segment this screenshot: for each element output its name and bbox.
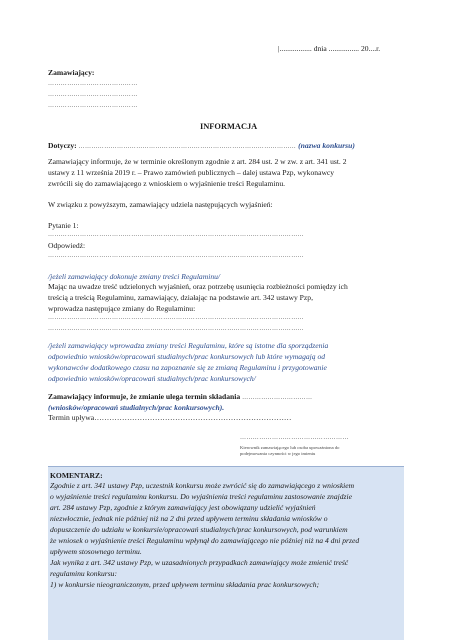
signature-caption-2: podejmowania czynności w jego imieniu	[240, 451, 316, 456]
section1-dots-1: …………………………………………………………………………………………………………	[48, 315, 304, 321]
section1-line-2: treścią a treścią Regulaminu, zamawiający, działając na podstawie art. 342 ustawy Pzp,	[48, 293, 313, 302]
intro-line-3: zwrócili się do zamawiającego z wnioskiem o wyjaśnienie treści Regulaminu.	[48, 179, 286, 188]
komentarz-line-6: że wniosek o wyjaśnienie treści Regulaminu wpłynął do zamawiającego nie później niż na 4 dni przed	[50, 536, 360, 545]
answer-label: Odpowiedź:	[48, 241, 86, 250]
section1-dots-2: …………………………………………………………………………………………………………	[48, 326, 304, 332]
dotyczy-suffix: (nazwa konkursu)	[298, 141, 355, 150]
dotyczy-label: Dotyczy:	[48, 141, 77, 150]
section2-line-2: odpowiednio wniosków/opracowań studialnych/prac konkursowych lub które wymagają od	[48, 352, 326, 361]
change-bold-text: Zamawiający informuje, że zmianie ulega termin składania	[48, 392, 241, 401]
section1-note: /jeżeli zamawiający dokonuje zmiany treści Regulaminu/	[48, 272, 221, 281]
komentarz-line-8: Jak wynika z art. 342 ustawy Pzp, w uzasadnionych przypadkach zamawiający może zmienić treść	[50, 558, 349, 567]
komentarz-line-3: art. 284 ustawy Pzp, zgodnie z którym zamawiający jest obowiązany udzielić wyjaśnień	[50, 503, 316, 512]
signature-caption-1: Kierownik zamawiającego lub osoba upoważniona do	[240, 445, 340, 450]
komentarz-box	[48, 466, 404, 640]
termin-line: Termin upływa……………………………………………………………………	[48, 413, 292, 422]
komentarz-line-1: Zgodnie z art. 341 ustawy Pzp, uczestnik konkursu może zwrócić się do zamawiającego z wnioskiem	[50, 481, 355, 490]
change-line-2: (wniosków/opracowań studialnych/prac konkursowych).	[48, 403, 225, 412]
komentarz-line-2: o wyjaśnienie treści regulaminu konkursu. Do wyjaśnienia treści regulaminu zastosowanie znajdzie	[50, 492, 352, 501]
zamawiajacy-line-3: ……………………………………	[48, 103, 138, 109]
section2-line-4: odpowiednio wniosków/opracowań studialnych/prac konkursowych/	[48, 374, 256, 383]
signature-dots: ……………………………………………	[240, 435, 349, 441]
komentarz-line-5: dopuszczenie do udziału w konkursie/opracowań studialnych/prac konkursowych, pod warunkiem	[50, 525, 348, 534]
section2-line-3: wykonawców dodatkowego czasu na zapoznanie się ze zmianą Regulaminu i przygotowanie	[48, 363, 327, 372]
section1-line-3: wprowadza następujące zmiany do Regulaminu:	[48, 304, 196, 313]
page-title: INFORMACJA	[200, 122, 258, 131]
change-line-1	[48, 392, 312, 404]
section2-line-1: /jeżeli zamawiający wprowadza zmiany treści Regulaminu, które są istotne dla sporządzenia	[48, 341, 329, 350]
section1-line-1: Mając na uwadze treść udzielonych wyjaśnień, oraz potrzebę usunięcia rozbieżności pomiędzy ich	[48, 282, 348, 291]
zamawiajacy-line-1: ……………………………………	[48, 81, 138, 87]
komentarz-line-10: 1) w konkursie nieograniczonym, przed upływem terminu składania prac konkursowych;	[50, 580, 320, 589]
intro-line-1: Zamawiający informuje, że w terminie określonym zgodnie z art. 284 ust. 2 w zw. z art. 341 ust. 2	[48, 157, 347, 166]
komentarz-title: KOMENTARZ:	[50, 471, 103, 480]
dotyczy-dots: …………………………………………………………………………………………	[78, 144, 297, 150]
komentarz-line-4: niezwłocznie, jednak nie później niż na 2 dni przed upływem terminu składania wniosków o	[50, 514, 328, 523]
komentarz-line-9: regulaminu konkursu:	[50, 569, 117, 578]
zamawiajacy-label: Zamawiający:	[48, 68, 95, 77]
zamawiajacy-line-2: ……………………………………	[48, 92, 138, 98]
intro-line-2: ustawy z 11 września 2019 r. – Prawo zamówień publicznych – dalej ustawa Pzp, wykonawcy	[48, 168, 335, 177]
komentarz-line-7: upływem stosownego terminu.	[50, 547, 142, 556]
answer-dots: …………………………………………………………………………………………………………	[48, 253, 304, 259]
date-line: |................. dnia ................ 20....r.	[278, 44, 381, 53]
change-dots: ……………………………	[242, 395, 313, 401]
intro-2: W związku z powyższym, zamawiający udziela następujących wyjaśnień:	[48, 200, 273, 209]
dotyczy-line	[48, 141, 355, 153]
question-label: Pytanie 1:	[48, 221, 79, 230]
question-dots: …………………………………………………………………………………………………………	[48, 232, 304, 238]
